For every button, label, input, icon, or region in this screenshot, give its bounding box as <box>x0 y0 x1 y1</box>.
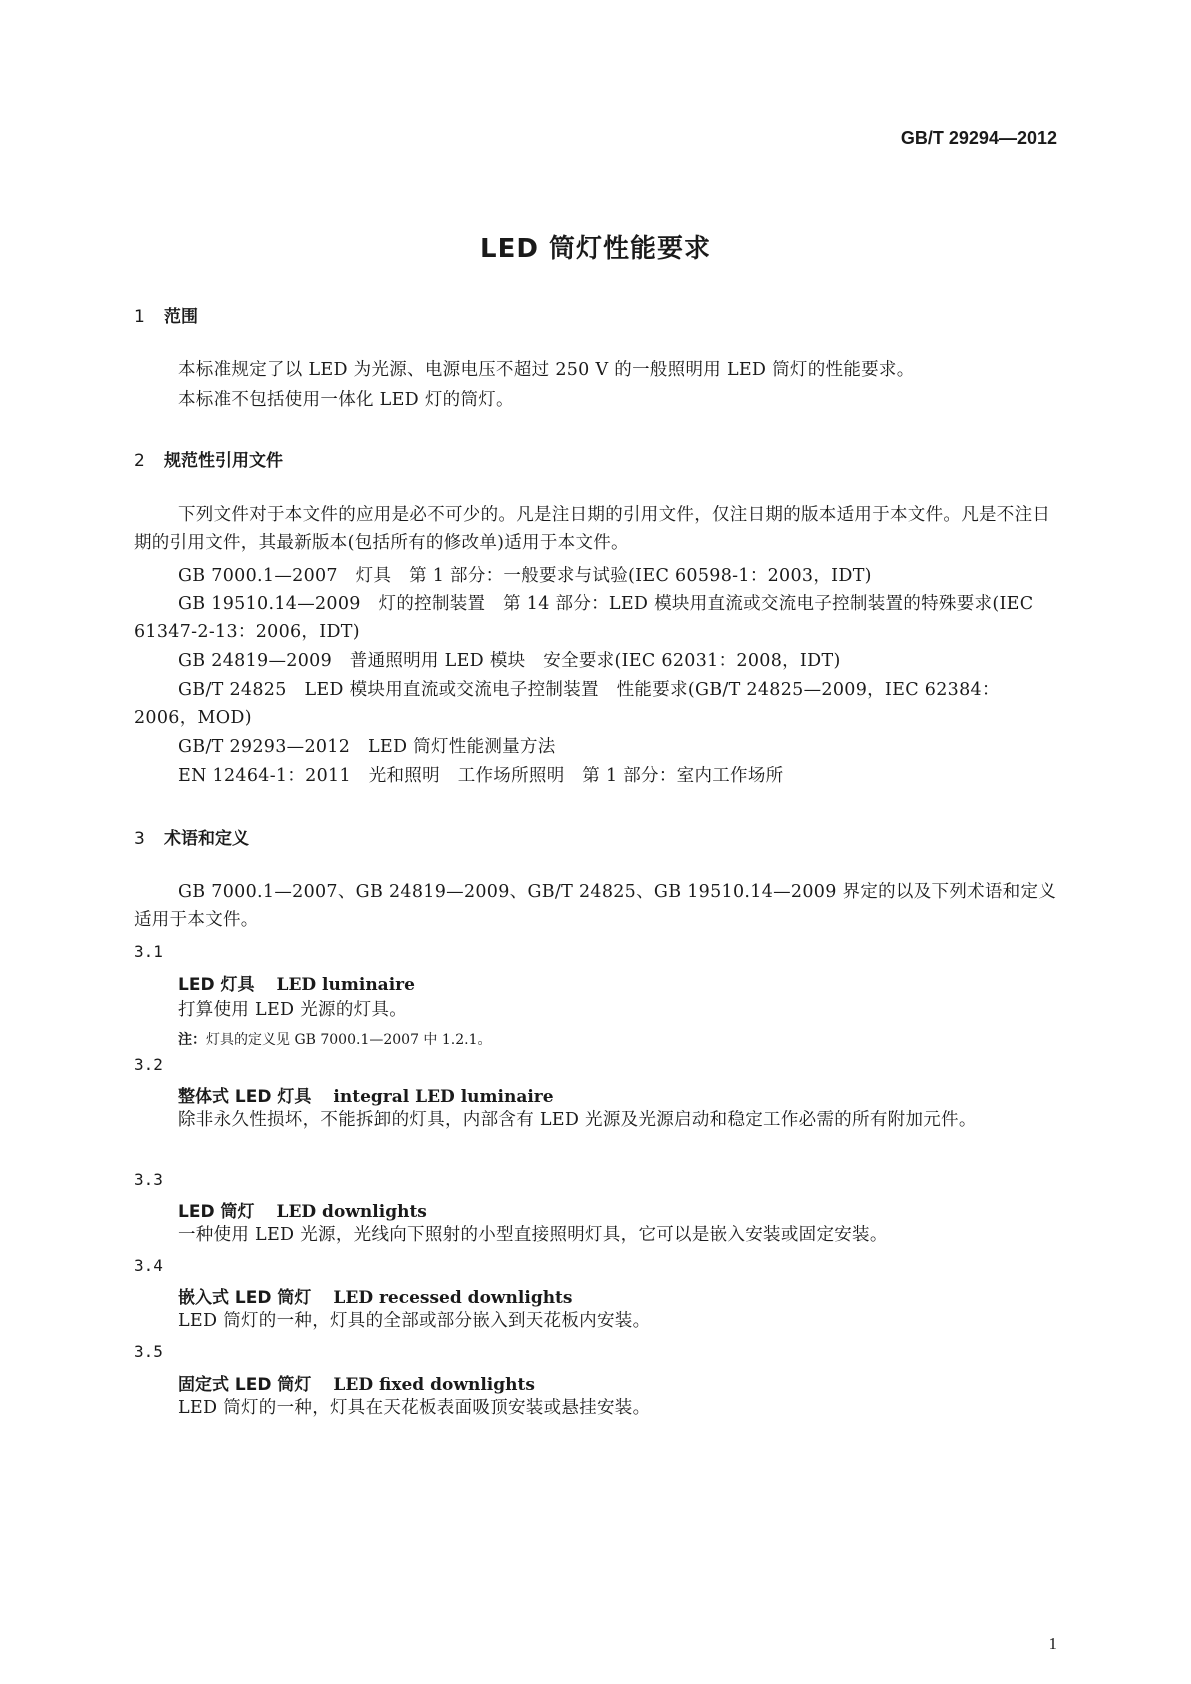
scope-paragraph: 本标准规定了以 LED 为光源、电源电压不超过 250 V 的一般照明用 LED 筒灯的性能要求。 <box>178 360 915 380</box>
reference-item: GB/T 29293—2012 LED 筒灯性能测量方法 <box>178 737 556 757</box>
term-number: 3.5 <box>134 1342 163 1361</box>
reference-item: EN 12464-1：2011 光和照明 工作场所照明 第 1 部分：室内工作场所 <box>178 766 784 786</box>
term-number: 3.4 <box>134 1256 163 1275</box>
scope-paragraph: 本标准不包括使用一体化 LED 灯的筒灯。 <box>178 390 514 410</box>
term-zh: LED 筒灯 <box>178 1202 255 1222</box>
section-number: 1 <box>134 307 145 327</box>
term-zh: 固定式 LED 筒灯 <box>178 1375 312 1395</box>
term-number: 3.2 <box>134 1055 163 1074</box>
section-title: 范围 <box>164 307 198 327</box>
term-number: 3.3 <box>134 1170 163 1189</box>
page-number: 1 <box>1048 1634 1057 1653</box>
term-en: LED recessed downlights <box>333 1288 573 1308</box>
section-title: 规范性引用文件 <box>164 451 283 471</box>
term-note <box>178 1029 492 1049</box>
term-heading <box>178 1283 573 1308</box>
term-en: integral LED luminaire <box>333 1087 554 1107</box>
term-definition: LED 筒灯的一种，灯具的全部或部分嵌入到天花板内安装。 <box>178 1311 651 1331</box>
section-number: 3 <box>134 829 145 849</box>
term-heading <box>178 1197 427 1222</box>
term-heading <box>178 1370 535 1395</box>
terms-intro-paragraph: GB 7000.1—2007、GB 24819—2009、GB/T 24825、GB 19510.14—2009 界定的以及下列术语和定义适用于本文件。 <box>134 882 1057 930</box>
reference-item: GB 19510.14—2009 灯的控制装置 第 14 部分：LED 模块用直流或交流电子控制装置的特殊要求(IEC 61347-2-13：2006，IDT) <box>134 594 1034 642</box>
term-definition: 除非永久性损坏，不能拆卸的灯具，内部含有 LED 光源及光源启动和稳定工作必需的所有附加元件。 <box>178 1110 977 1130</box>
section-title: 术语和定义 <box>164 829 249 849</box>
term-en: LED downlights <box>276 1202 427 1222</box>
term-definition: LED 筒灯的一种，灯具在天花板表面吸顶安装或悬挂安装。 <box>178 1398 651 1418</box>
note-label: 注： <box>178 1032 206 1048</box>
reference-item: GB 7000.1—2007 灯具 第 1 部分：一般要求与试验(IEC 60598-1：2003，IDT) <box>178 566 872 586</box>
term-en: LED fixed downlights <box>333 1375 535 1395</box>
term-zh: 整体式 LED 灯具 <box>178 1087 312 1107</box>
reference-item: GB 24819—2009 普通照明用 LED 模块 安全要求(IEC 62031：2008，IDT) <box>178 651 841 671</box>
section-number: 2 <box>134 451 145 471</box>
section-heading-scope <box>134 302 198 327</box>
term-heading <box>178 1082 554 1107</box>
note-text: 灯具的定义见 GB 7000.1—2007 中 1.2.1。 <box>206 1032 492 1048</box>
term-en: LED luminaire <box>276 975 415 995</box>
section-heading-terms-definitions <box>134 824 249 849</box>
term-heading <box>178 970 415 995</box>
term-definition: 打算使用 LED 光源的灯具。 <box>178 1000 408 1020</box>
standard-number: GB/T 29294—2012 <box>900 128 1057 148</box>
references-intro-paragraph: 下列文件对于本文件的应用是必不可少的。凡是注日期的引用文件，仅注日期的版本适用于本文件。凡是不注日期的引用文件，其最新版本(包括所有的修改单)适用于本文件。 <box>134 505 1051 553</box>
reference-item: GB/T 24825 LED 模块用直流或交流电子控制装置 性能要求(GB/T 24825—2009，IEC 62384：2006，MOD) <box>134 680 1000 728</box>
term-definition: 一种使用 LED 光源，光线向下照射的小型直接照明灯具，它可以是嵌入安装或固定安装。 <box>178 1225 888 1245</box>
document-title: LED 筒灯性能要求 <box>480 234 711 264</box>
term-number: 3.1 <box>134 942 163 961</box>
term-zh: 嵌入式 LED 筒灯 <box>178 1288 312 1308</box>
section-heading-normative-references <box>134 446 283 471</box>
term-zh: LED 灯具 <box>178 975 255 995</box>
